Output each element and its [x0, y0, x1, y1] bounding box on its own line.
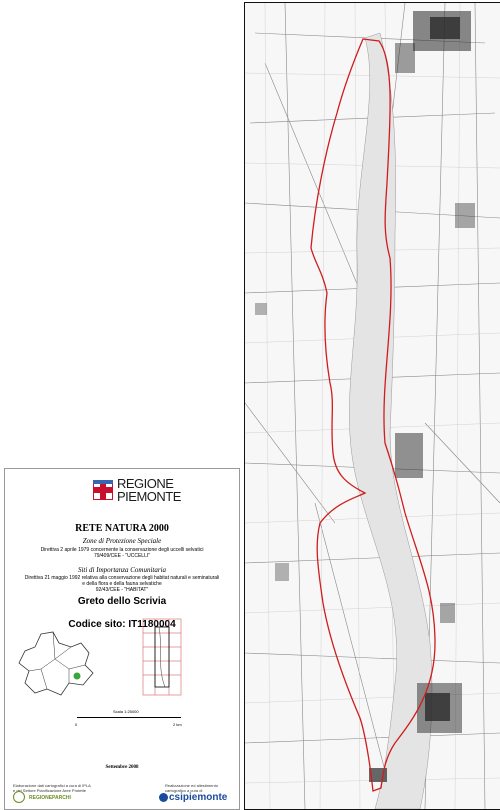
zps-heading: Zone di Protezione Speciale	[82, 537, 162, 545]
site-name: Greto dello Scrivia	[77, 596, 167, 607]
credits-left	[13, 783, 91, 793]
csi-logo-icon	[159, 793, 168, 802]
logo-line2: PIEMONTE	[117, 489, 181, 504]
credits-left-line1: Elaborazione dati cartografici a cura di IPLA	[13, 783, 91, 788]
regione-piemonte-logo	[93, 477, 181, 503]
piemonte-inset-map	[11, 629, 101, 699]
zps-directive-code: 79/409/CEE - "UCCELLI"	[93, 553, 151, 559]
logo-text	[117, 477, 181, 503]
sic-directive-code: 92/43/CEE - "HABITAT"	[95, 587, 149, 593]
scale-bar	[77, 717, 181, 720]
scale-start: 0	[75, 722, 78, 727]
site-location-marker	[74, 673, 81, 680]
sheet-index-map	[141, 617, 183, 697]
regioneparchi-logo-icon	[13, 791, 25, 803]
publication-date: Settembre 2008	[105, 765, 139, 770]
scale-label: Scala 1:25000	[113, 709, 139, 714]
logo-line1: REGIONE	[117, 476, 174, 491]
site-code: Codice sito: IT1180004	[68, 619, 176, 630]
sic-directive-2: e della flora e della fauna selvatiche	[82, 581, 162, 587]
zps-directive: Direttiva 2 aprile 1979 concernente la conservazione degli uccelli selvatici	[40, 547, 204, 553]
credits-right: Realizzazione ed allestimento cartografico a cura di	[165, 783, 218, 793]
title-panel	[4, 468, 240, 810]
credits-left-line2: e del Settore Pianificazione Aree Protette	[13, 788, 86, 793]
piemonte-flag-icon	[93, 480, 113, 500]
regioneparchi-logo: REGIONEPARCHI	[29, 795, 71, 801]
map-canvas	[245, 3, 500, 809]
series-title: RETE NATURA 2000	[75, 523, 169, 534]
sic-heading: Siti di Importanza Comunitaria	[77, 566, 167, 574]
sic-directive: Direttiva 21 maggio 1992 relativa alla conservazione degli habitat naturali e seminaturali	[24, 575, 220, 581]
csi-piemonte-logo: csipiemonte	[169, 792, 228, 803]
topographic-map[interactable]	[244, 2, 500, 810]
scale-end: 2 km	[173, 722, 182, 727]
